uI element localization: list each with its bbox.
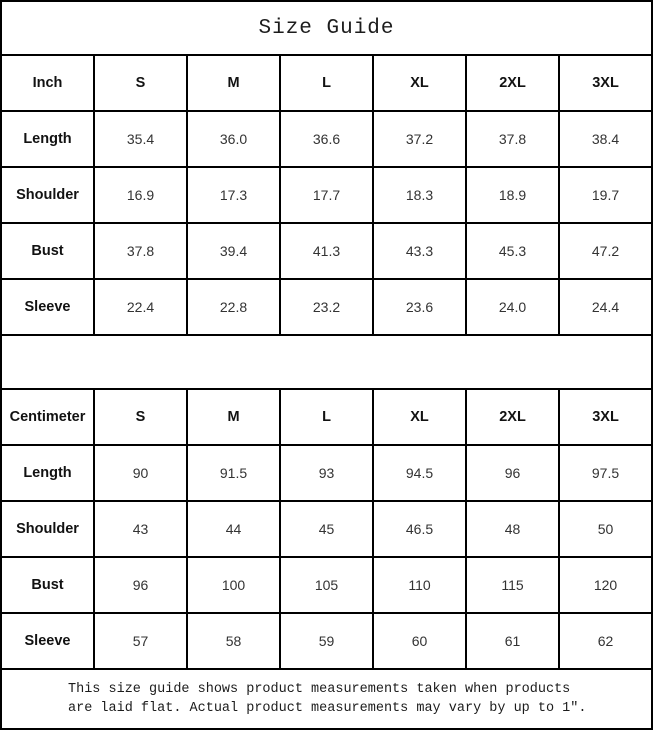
inch-bust-value: 47.2	[560, 224, 651, 278]
inch-shoulder-value: 19.7	[560, 168, 651, 222]
inch-length-value: 38.4	[560, 112, 651, 166]
cm-bust-value: 96	[95, 558, 186, 612]
cm-shoulder-value: 46.5	[374, 502, 465, 556]
inch-header-unit: Inch	[2, 56, 93, 110]
inch-bust-value: 45.3	[467, 224, 558, 278]
cm-sleeve-value: 62	[560, 614, 651, 668]
cm-sleeve-value: 58	[188, 614, 279, 668]
cm-shoulder-value: 43	[95, 502, 186, 556]
inch-bust-value: 43.3	[374, 224, 465, 278]
spacer-row	[2, 336, 651, 388]
cm-header-m: M	[188, 390, 279, 444]
inch-sleeve-value: 22.8	[188, 280, 279, 334]
cm-length-value: 91.5	[188, 446, 279, 500]
cm-bust-value: 105	[281, 558, 372, 612]
inch-header-l: L	[281, 56, 372, 110]
cm-sleeve-value: 61	[467, 614, 558, 668]
inch-sleeve-value: 23.6	[374, 280, 465, 334]
page-title: Size Guide	[2, 2, 651, 54]
inch-sleeve-value: 23.2	[281, 280, 372, 334]
inch-shoulder-value: 16.9	[95, 168, 186, 222]
cm-shoulder-value: 44	[188, 502, 279, 556]
cm-length-value: 94.5	[374, 446, 465, 500]
inch-header-2xl: 2XL	[467, 56, 558, 110]
inch-sleeve-value: 22.4	[95, 280, 186, 334]
inch-bust-label: Bust	[2, 224, 93, 278]
inch-bust-value: 39.4	[188, 224, 279, 278]
cm-bust-value: 100	[188, 558, 279, 612]
cm-sleeve-value: 57	[95, 614, 186, 668]
cm-length-label: Length	[2, 446, 93, 500]
inch-sleeve-value: 24.4	[560, 280, 651, 334]
cm-header-s: S	[95, 390, 186, 444]
inch-sleeve-label: Sleeve	[2, 280, 93, 334]
inch-length-value: 36.0	[188, 112, 279, 166]
cm-length-value: 97.5	[560, 446, 651, 500]
cm-bust-label: Bust	[2, 558, 93, 612]
footnote-line-1: This size guide shows product measurements taken when products	[68, 682, 571, 697]
cm-bust-value: 115	[467, 558, 558, 612]
inch-bust-value: 37.8	[95, 224, 186, 278]
inch-shoulder-value: 17.3	[188, 168, 279, 222]
cm-length-value: 93	[281, 446, 372, 500]
inch-shoulder-value: 17.7	[281, 168, 372, 222]
cm-header-2xl: 2XL	[467, 390, 558, 444]
cm-header-xl: XL	[374, 390, 465, 444]
cm-bust-value: 120	[560, 558, 651, 612]
cm-header-l: L	[281, 390, 372, 444]
inch-header-m: M	[188, 56, 279, 110]
inch-header-3xl: 3XL	[560, 56, 651, 110]
cm-sleeve-value: 59	[281, 614, 372, 668]
cm-length-value: 90	[95, 446, 186, 500]
cm-shoulder-value: 48	[467, 502, 558, 556]
cm-length-value: 96	[467, 446, 558, 500]
inch-sleeve-value: 24.0	[467, 280, 558, 334]
cm-shoulder-value: 45	[281, 502, 372, 556]
inch-length-value: 37.8	[467, 112, 558, 166]
inch-header-xl: XL	[374, 56, 465, 110]
inch-length-value: 37.2	[374, 112, 465, 166]
inch-length-value: 36.6	[281, 112, 372, 166]
cm-header-3xl: 3XL	[560, 390, 651, 444]
inch-bust-value: 41.3	[281, 224, 372, 278]
cm-bust-value: 110	[374, 558, 465, 612]
cm-sleeve-label: Sleeve	[2, 614, 93, 668]
cm-shoulder-label: Shoulder	[2, 502, 93, 556]
cm-shoulder-value: 50	[560, 502, 651, 556]
footnote	[2, 670, 651, 728]
inch-length-label: Length	[2, 112, 93, 166]
footnote-line-2: are laid flat. Actual product measurements may vary by up to 1″.	[68, 701, 587, 716]
cm-sleeve-value: 60	[374, 614, 465, 668]
inch-shoulder-value: 18.9	[467, 168, 558, 222]
inch-shoulder-label: Shoulder	[2, 168, 93, 222]
inch-shoulder-value: 18.3	[374, 168, 465, 222]
cm-header-unit: Centimeter	[2, 390, 93, 444]
inch-length-value: 35.4	[95, 112, 186, 166]
inch-header-s: S	[95, 56, 186, 110]
